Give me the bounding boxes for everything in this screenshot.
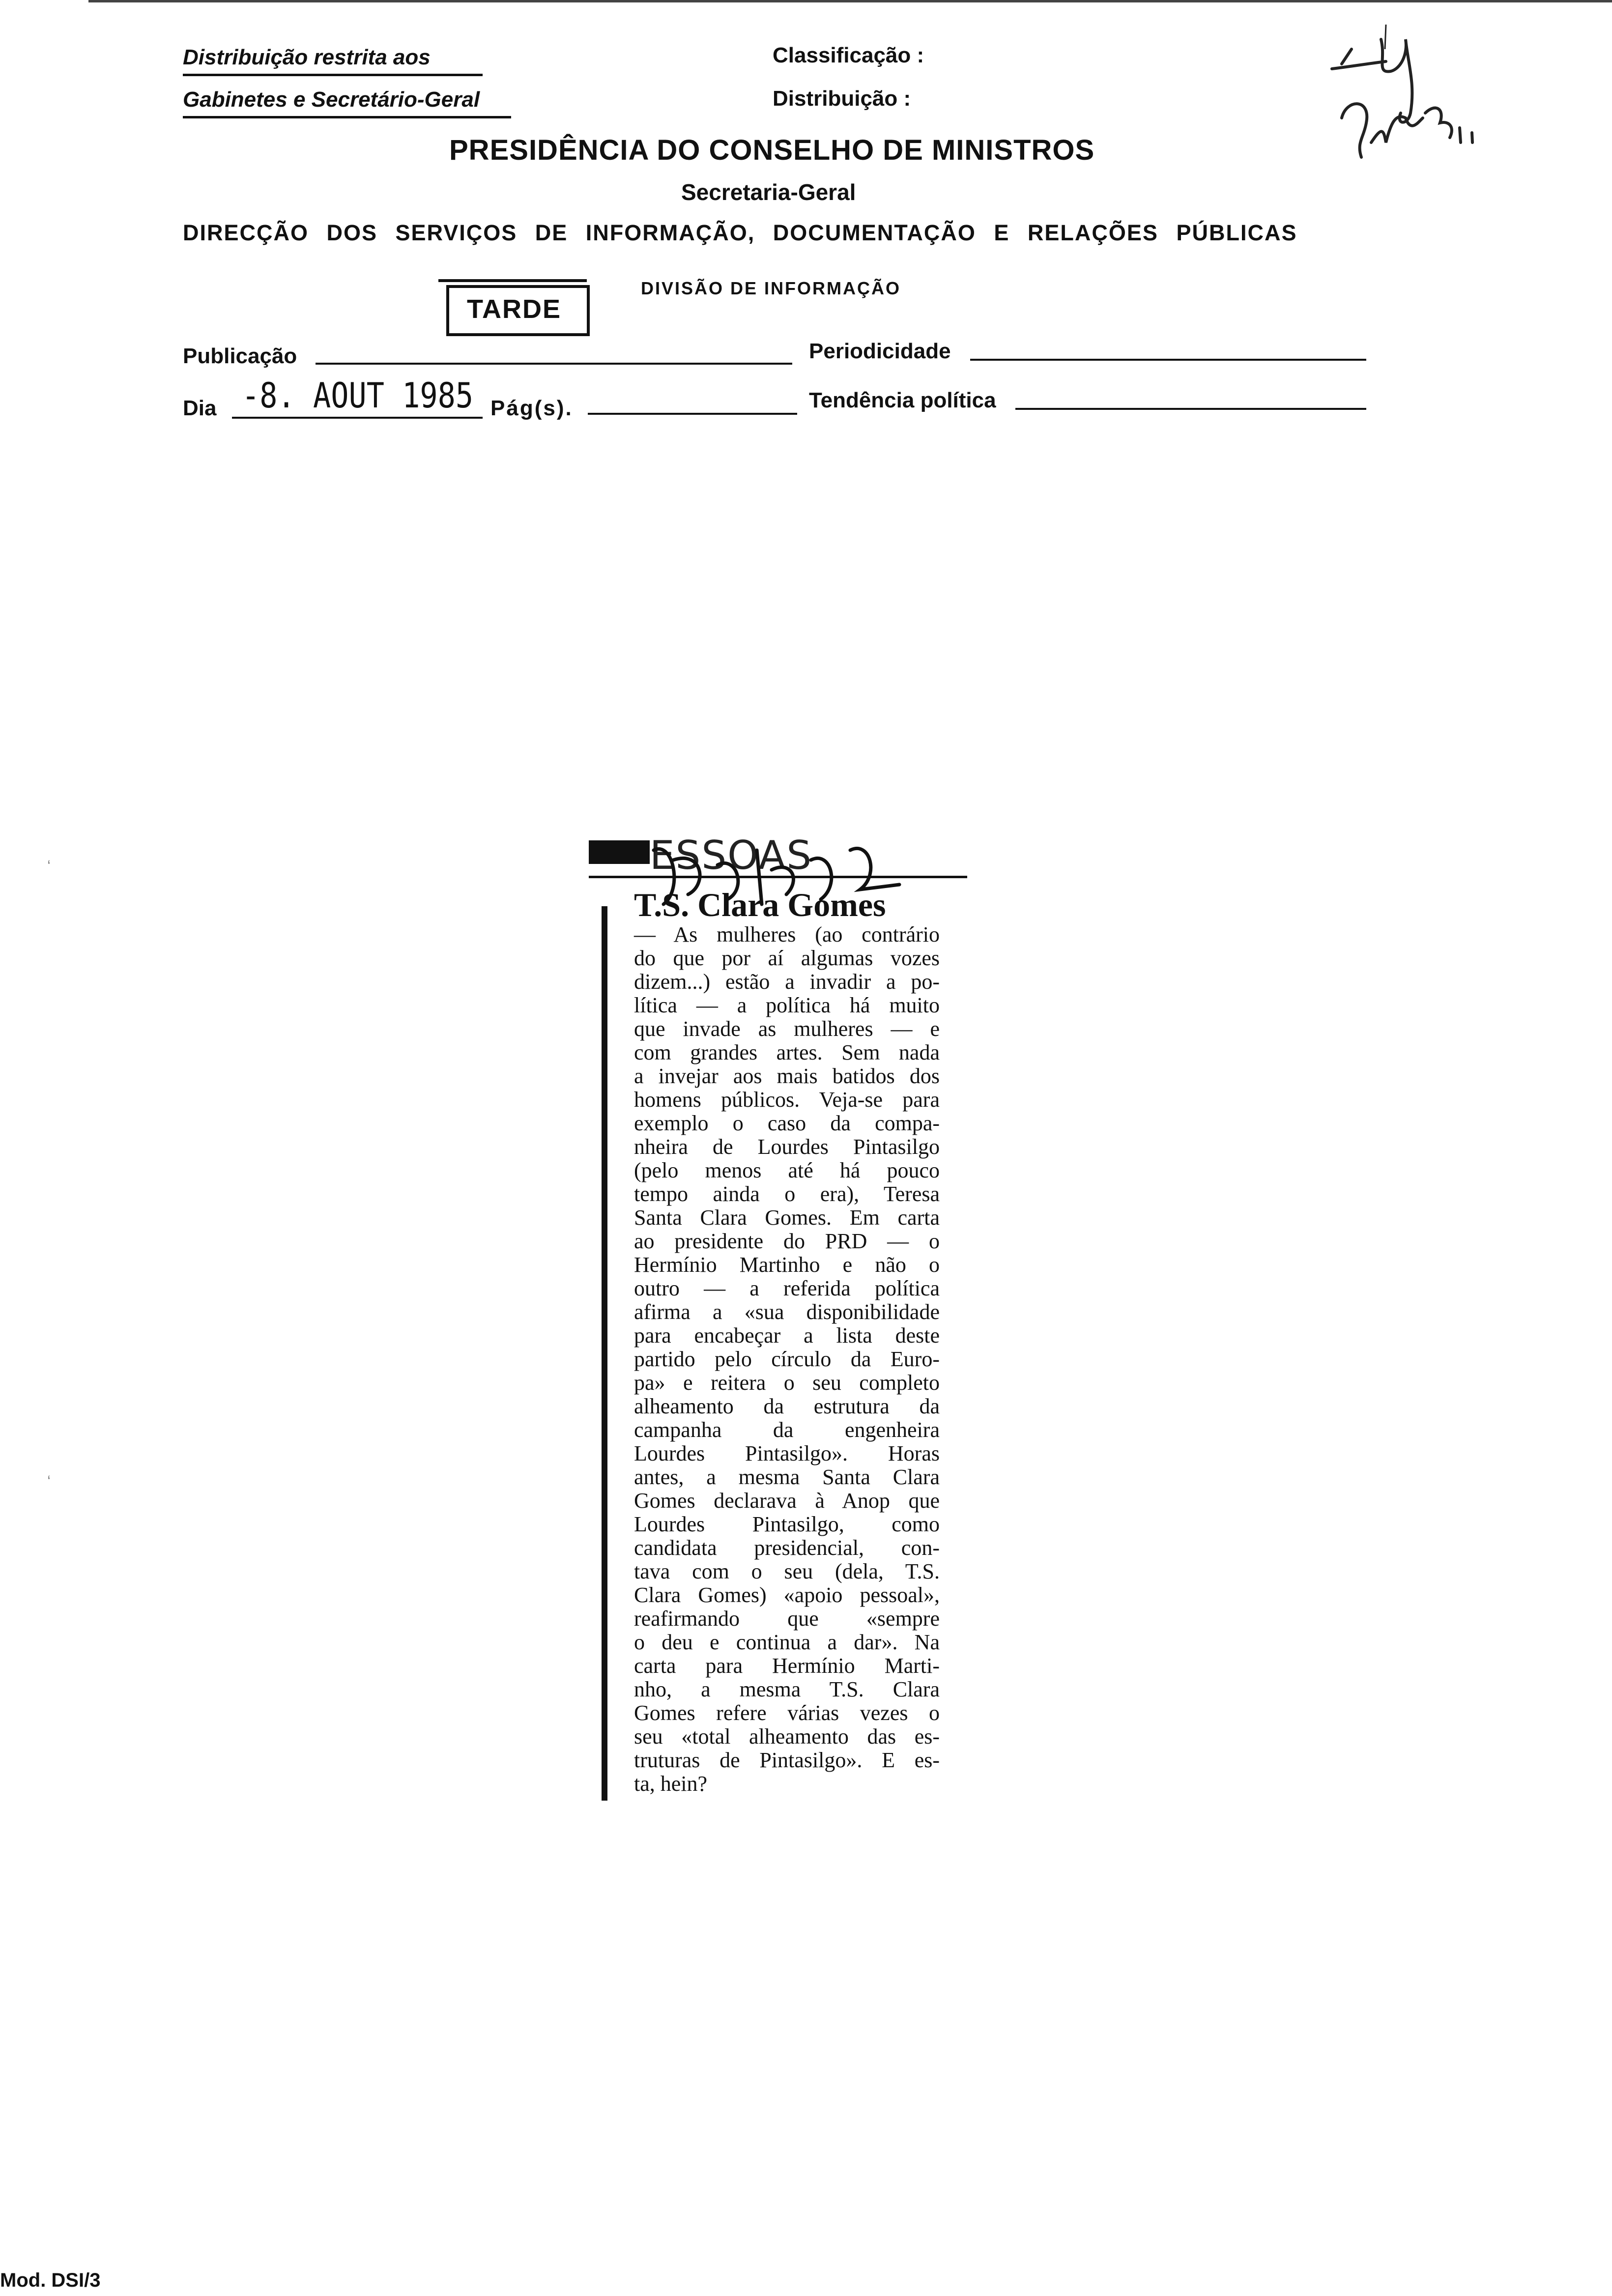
stamp-shadow (438, 279, 587, 282)
clipping-line: ta, hein? (634, 1772, 708, 1796)
pages-label: Pág(s). (490, 396, 573, 420)
clipping-line: alheamento da estrutura da (634, 1394, 940, 1418)
clipping-line: a invejar aos mais batidos dos (634, 1064, 940, 1088)
clipping-line: (pelo menos até há pouco (634, 1158, 940, 1182)
publication-field-line (316, 363, 792, 365)
organization-title: PRESIDÊNCIA DO CONSELHO DE MINISTROS (449, 134, 1095, 166)
pages-field-line (588, 413, 797, 415)
clipping-line: do que por aí algumas vozes (634, 946, 940, 970)
margin-tick-mark: ‘ (47, 857, 51, 875)
restriction-underline-2 (183, 116, 511, 118)
clipping-line: outro — a referida política (634, 1276, 940, 1300)
restriction-line-1: Distribuição restrita aos (183, 45, 431, 69)
clipping-line: lítica — a política há muito (634, 993, 940, 1017)
clipping-line: que invade as mulheres — e (634, 1017, 940, 1041)
political-tendency-label: Tendência política (809, 388, 996, 412)
top-border-line (88, 0, 1612, 2)
periodicity-label: Periodicidade (809, 339, 951, 363)
clipping-line: — As mulheres (ao contrário (634, 922, 940, 947)
clipping-header-rule (589, 876, 967, 878)
clipping-line: ao presidente do PRD — o (634, 1229, 940, 1253)
clipping-line: para encabeçar a lista deste (634, 1323, 940, 1348)
clipping-title: T.S. Clara Gomes (634, 886, 886, 923)
political-tendency-field-line (1015, 408, 1366, 410)
clipping-line: Santa Clara Gomes. Em carta (634, 1205, 940, 1230)
clipping-line: truturas de Pintasilgo». E es- (634, 1748, 940, 1772)
clipping-body (634, 923, 940, 1796)
clipping-side-bar (602, 906, 607, 1801)
department-name: Secretaria-Geral (681, 179, 856, 205)
classification-label: Classificação : (773, 43, 924, 67)
clipping-line: campanha da engenheira (634, 1418, 940, 1442)
clipping-line: tava com o seu (dela, T.S. (634, 1559, 940, 1583)
clipping-line: o deu e continua a dar». Na (634, 1630, 940, 1654)
clipping-line: Lourdes Pintasilgo, como (634, 1512, 940, 1536)
publication-stamp: TARDE (467, 294, 561, 324)
clipping-line: pa» e reitera o seu completo (634, 1371, 940, 1395)
clipping-line: Lourdes Pintasilgo». Horas (634, 1441, 940, 1465)
handwritten-annotation-2 (1337, 84, 1484, 162)
day-label: Dia (183, 396, 217, 420)
clipping-header-block (589, 840, 650, 864)
clipping-line: com grandes artes. Sem nada (634, 1040, 940, 1064)
day-field-line (232, 417, 483, 419)
clipping-line: partido pelo círculo da Euro- (634, 1347, 940, 1371)
clipping-section-heading: ESSOAS (650, 832, 813, 878)
clipping-line: candidata presidencial, con- (634, 1536, 940, 1560)
clipping-line: Hermínio Martinho e não o (634, 1253, 940, 1277)
date-stamp: -8. AOUT 1985 (242, 375, 474, 416)
clipping-line: seu «total alheamento das es- (634, 1724, 940, 1749)
margin-tick-mark: ‘ (47, 1472, 51, 1490)
clipping-line: exemplo o caso da compa- (634, 1111, 940, 1135)
clipping-line: carta para Hermínio Marti- (634, 1654, 940, 1678)
periodicity-field-line (970, 359, 1366, 361)
distribution-label: Distribuição : (773, 86, 911, 111)
clipping-line: homens públicos. Veja-se para (634, 1088, 940, 1112)
restriction-line-2: Gabinetes e Secretário-Geral (183, 87, 480, 112)
clipping-line: Clara Gomes) «apoio pessoal», (634, 1583, 940, 1607)
clipping-line: Gomes refere várias vezes o (634, 1701, 940, 1725)
clipping-line: dizem...) estão a invadir a po- (634, 970, 940, 994)
clipping-line: nheira de Lourdes Pintasilgo (634, 1135, 940, 1159)
restriction-underline-1 (183, 74, 483, 76)
clipping-line: reafirmando que «sempre (634, 1607, 940, 1631)
clipping-line: Gomes declarava à Anop que (634, 1489, 940, 1513)
clipping-line: tempo ainda o era), Teresa (634, 1182, 940, 1206)
clipping-line: antes, a mesma Santa Clara (634, 1465, 940, 1489)
form-code: Mod. DSI/3 (0, 2269, 101, 2291)
clipping-line: afirma a «sua disponibilidade (634, 1300, 940, 1324)
division-name: DIVISÃO DE INFORMAÇÃO (641, 278, 901, 298)
directorate-name: DIRECÇÃO DOS SERVIÇOS DE INFORMAÇÃO, DOCUMENTAÇÃO E RELAÇÕES PÚBLICAS (183, 220, 1297, 245)
publication-label: Publicação (183, 344, 297, 368)
clipping-line: nho, a mesma T.S. Clara (634, 1677, 940, 1701)
